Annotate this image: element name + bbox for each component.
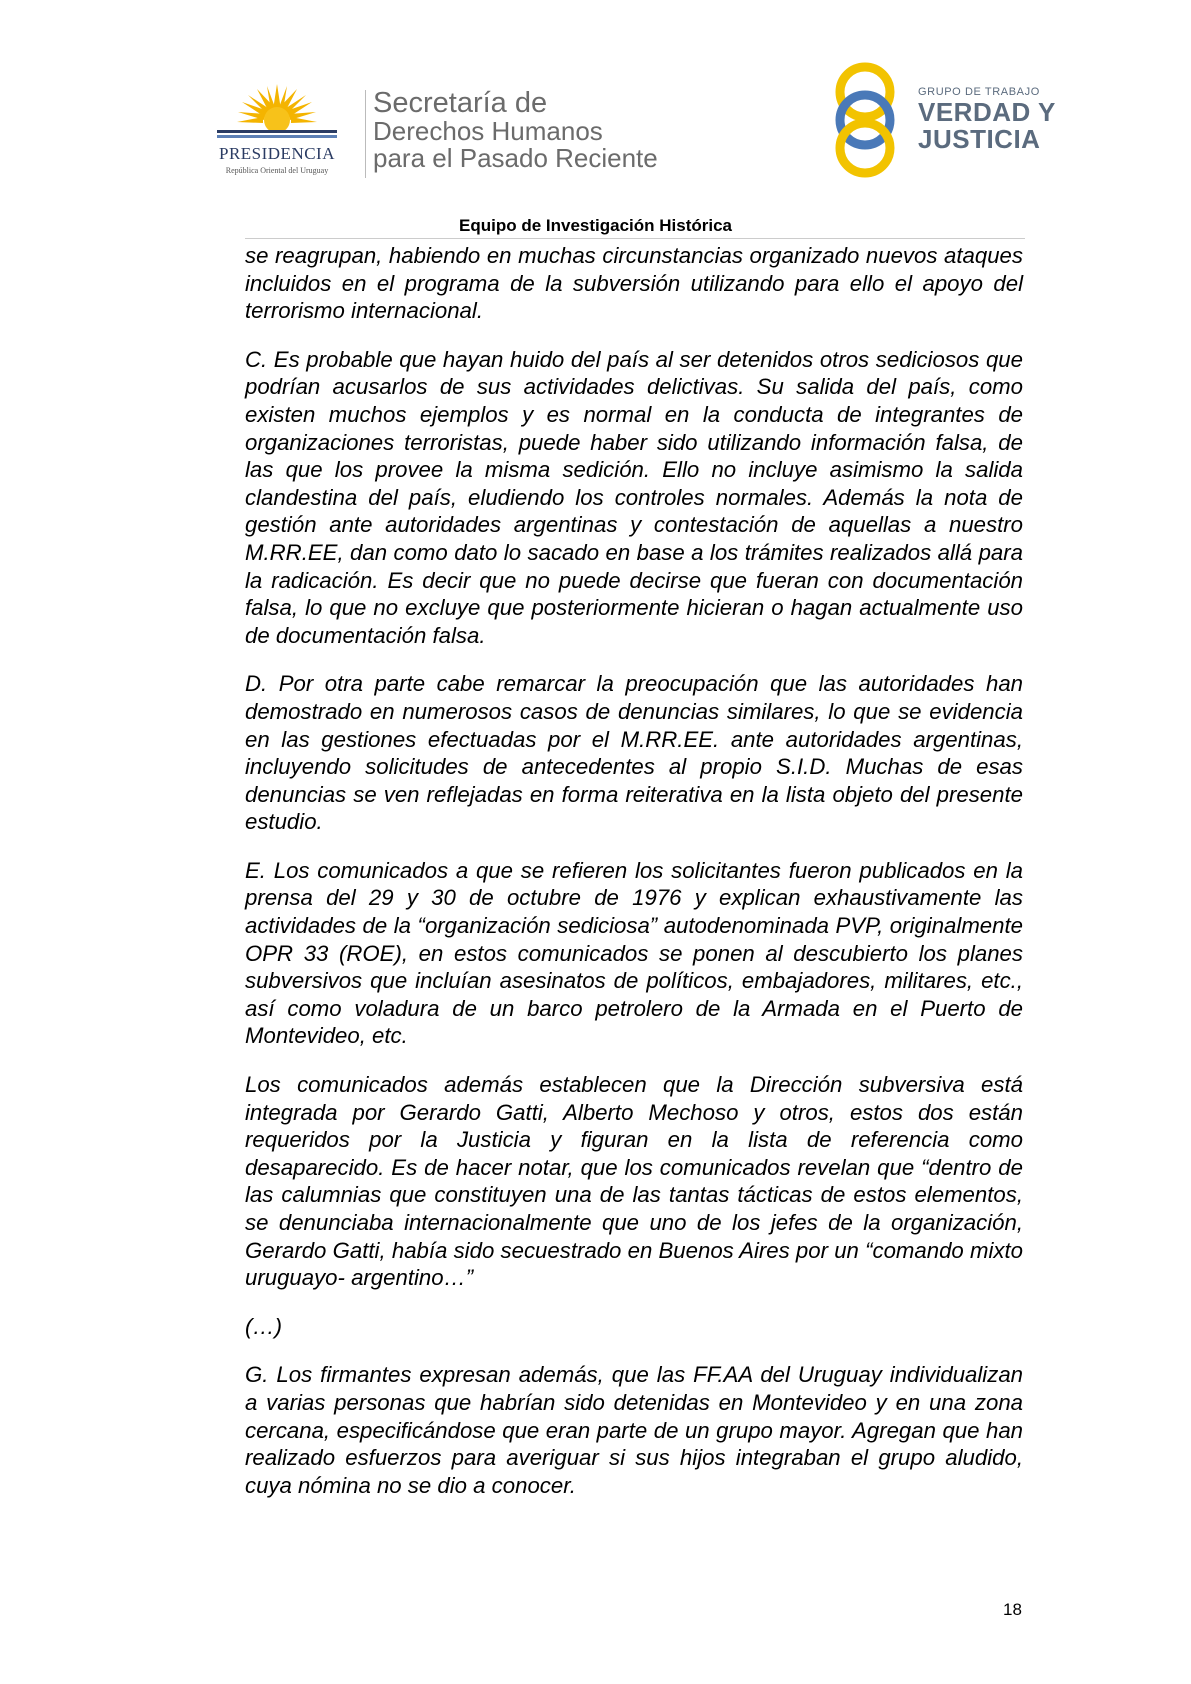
paragraph: (…) — [245, 1313, 282, 1339]
grupo-line-3: JUSTICIA — [918, 124, 1041, 154]
grupo-trabajo-text — [918, 85, 1056, 153]
paragraph: se reagrupan, habiendo en muchas circunstancias organizado nuevos ataques incluidos en el programa de la subversión utilizando para ello el apoyo del terrorismo internacional. — [245, 243, 1023, 324]
secretaria-logo-text — [373, 88, 658, 172]
sun-emblem-icon — [197, 80, 357, 144]
header-divider — [365, 90, 366, 178]
paragraph: E. Los comunicados a que se refieren los solicitantes fueron publicados en la prensa del 29 y 30 de octubre de 1976 y explican exhaustivamente las actividades de la “organización sediciosa” autodenominada PVP, originalmente OPR 33 (ROE), en estos comunicados se ponen al descubierto los planes subversivos que incluían asesinatos de políticos, embajadores, militares, etc., así como voladura de un barco petrolero de la Armada en el Puerto de Montevideo, etc. — [245, 857, 1023, 1049]
verdad-justicia-rings-icon — [820, 58, 910, 182]
paragraph: C. Es probable que hayan huido del país al ser detenidos otros sediciosos que podrían acusarlos de sus actividades delictivas. Su salida del país, como existen muchos ejemplos y es normal en la conducta de integrantes de organizaciones terroristas, puede haber sido utilizando información falsa, de las que los provee la misma sedición. Ello no incluye asimismo la salida clandestina del país, eludiendo los controles normales. Además la nota de gestión ante autoridades argentinas y contestación de aquellas a nuestro M.RR.EE, dan como dato lo sacado en base a los trámites realizados allá para la radicación. Es decir que no puede decirse que fueran con documentación falsa, lo que no excluye que posteriormente hicieran o hagan actualmente uso de documentación falsa. — [245, 346, 1023, 648]
presidencia-logo — [197, 80, 357, 180]
paragraph: G. Los firmantes expresan además, que las FF.AA del Uruguay individualizan a varias personas que habrían sido detenidas en Montevideo y en una zona cercana, especificándose que eran parte de un grupo mayor. Agregan que han realizado esfuerzos para averiguar si sus hijos integraban el grupo aludido, cuya nómina no se dio a conocer. — [245, 1362, 1023, 1498]
secretaria-line-3: para el Pasado Reciente — [373, 143, 658, 173]
grupo-line-1: GRUPO DE TRABAJO — [918, 86, 1040, 98]
body-text — [245, 242, 1023, 1520]
paragraph: D. Por otra parte cabe remarcar la preocupación que las autoridades han demostrado en numerosos casos de denuncias similares, lo que se evidencia en las gestiones efectuadas por el M.RR.EE. ante autoridades argentinas, incluyendo solicitudes de antecedentes al propio S.I.D. Muchas de esas denuncias se ven reflejadas en forma reiterativa en la lista objeto del presente estudio. — [245, 671, 1023, 835]
team-title: Equipo de Investigación Histórica — [459, 216, 732, 235]
grupo-line-2: VERDAD Y — [918, 97, 1056, 127]
paragraph: Los comunicados además establecen que la Dirección subversiva está integrada por Gerardo Gatti, Alberto Mechoso y otros, estos dos están requeridos por la Justicia y figuran en la lista de referencia como desaparecido. Es de hacer notar, que los comunicados revelan que “dentro de las calumnias que constituyen una de las tantas tácticas de estos elementos, se denunciaba internacionalmente que uno de los jefes de la organización, Gerardo Gatti, había sido secuestrado en Buenos Aires por un “comando mixto uruguayo- argentino…” — [245, 1072, 1023, 1291]
secretaria-line-1: Secretaría de — [373, 87, 548, 119]
presidencia-subtitle: República Oriental del Uruguay — [225, 166, 329, 175]
page-number: 18 — [1003, 1600, 1022, 1619]
header-rule — [245, 238, 1025, 239]
secretaria-line-2: Derechos Humanos — [373, 116, 603, 146]
presidencia-label: PRESIDENCIA — [218, 144, 335, 163]
